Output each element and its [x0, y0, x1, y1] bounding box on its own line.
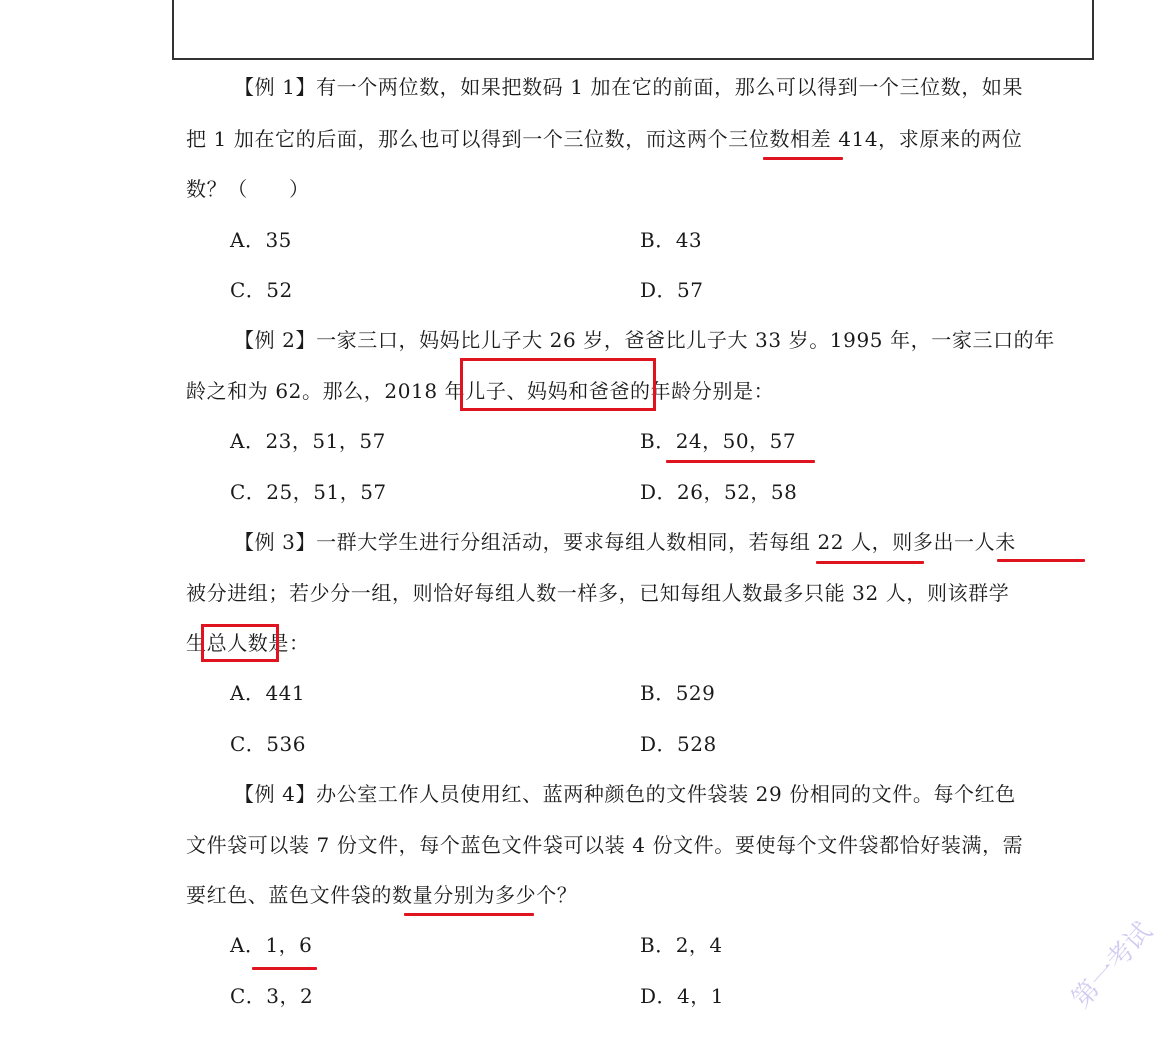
example-1-line-2: 把 1 加在它的后面，那么也可以得到一个三位数，而这两个三位数相差 414，求原来的两位: [186, 127, 1023, 151]
example-1-line-3: 数？（ ）: [186, 177, 310, 201]
example-1-option-b: B．43: [640, 228, 703, 252]
example-4-line-3: 要红色、蓝色文件袋的数量分别为多少个？: [186, 883, 578, 907]
example-2-option-d: D．26，52，58: [640, 480, 798, 504]
example-4-option-b: B．2，4: [640, 933, 723, 957]
example-3-option-c: C．536: [230, 732, 306, 756]
example-2-option-a: A．23，51，57: [230, 429, 386, 453]
underline-answer-b: [666, 460, 815, 463]
example-3-option-b: B．529: [640, 681, 716, 705]
example-2-option-b: B．24，50，57: [640, 429, 797, 453]
example-3-option-a: A．441: [230, 681, 306, 705]
box-son-mom-dad: [460, 358, 656, 411]
example-2-option-c: C．25，51，57: [230, 480, 387, 504]
example-1-option-c: C．52: [230, 278, 293, 302]
example-1-option-d: D．57: [640, 278, 704, 302]
example-1-option-a: A．35: [230, 228, 292, 252]
underline-22-per-group: [816, 561, 924, 564]
example-2-line-1: 【例 2】一家三口，妈妈比儿子大 26 岁，爸爸比儿子大 33 岁。1995 年，一家三口的年: [234, 328, 1055, 352]
example-4-line-1: 【例 4】办公室工作人员使用红、蓝两种颜色的文件袋装 29 份相同的文件。每个红色: [234, 782, 1016, 806]
example-2-line-2: 龄之和为 62。那么，2018 年儿子、妈妈和爸爸的年龄分别是：: [186, 379, 775, 403]
example-3-line-1: 【例 3】一群大学生进行分组活动，要求每组人数相同，若每组 22 人，则多出一人未: [234, 530, 1016, 554]
example-4-option-c: C．3，2: [230, 984, 314, 1008]
example-4-line-2: 文件袋可以装 7 份文件，每个蓝色文件袋可以装 4 份文件。要使每个文件袋都恰好装满，需: [186, 833, 1024, 857]
underline-answer-a: [252, 967, 317, 970]
example-4-option-a: A．1，6: [230, 933, 313, 957]
box-total-people: [201, 624, 279, 662]
underline-one-left: [997, 559, 1085, 562]
example-3-option-d: D．528: [640, 732, 717, 756]
previous-content-box: [172, 0, 1094, 60]
example-4-option-d: D．4，1: [640, 984, 724, 1008]
underline-quantity: [404, 913, 534, 916]
example-3-line-2: 被分进组；若少分一组，则恰好每组人数一样多，已知每组人数最多只能 32 人，则该群学: [186, 581, 1010, 605]
watermark: 第一考试: [1066, 916, 1159, 1015]
underline-three-digit: [763, 157, 843, 160]
example-1-line-1: 【例 1】有一个两位数，如果把数码 1 加在它的前面，那么可以得到一个三位数，如果: [234, 75, 1024, 99]
example-3-line-3: 生总人数是：: [186, 631, 310, 655]
